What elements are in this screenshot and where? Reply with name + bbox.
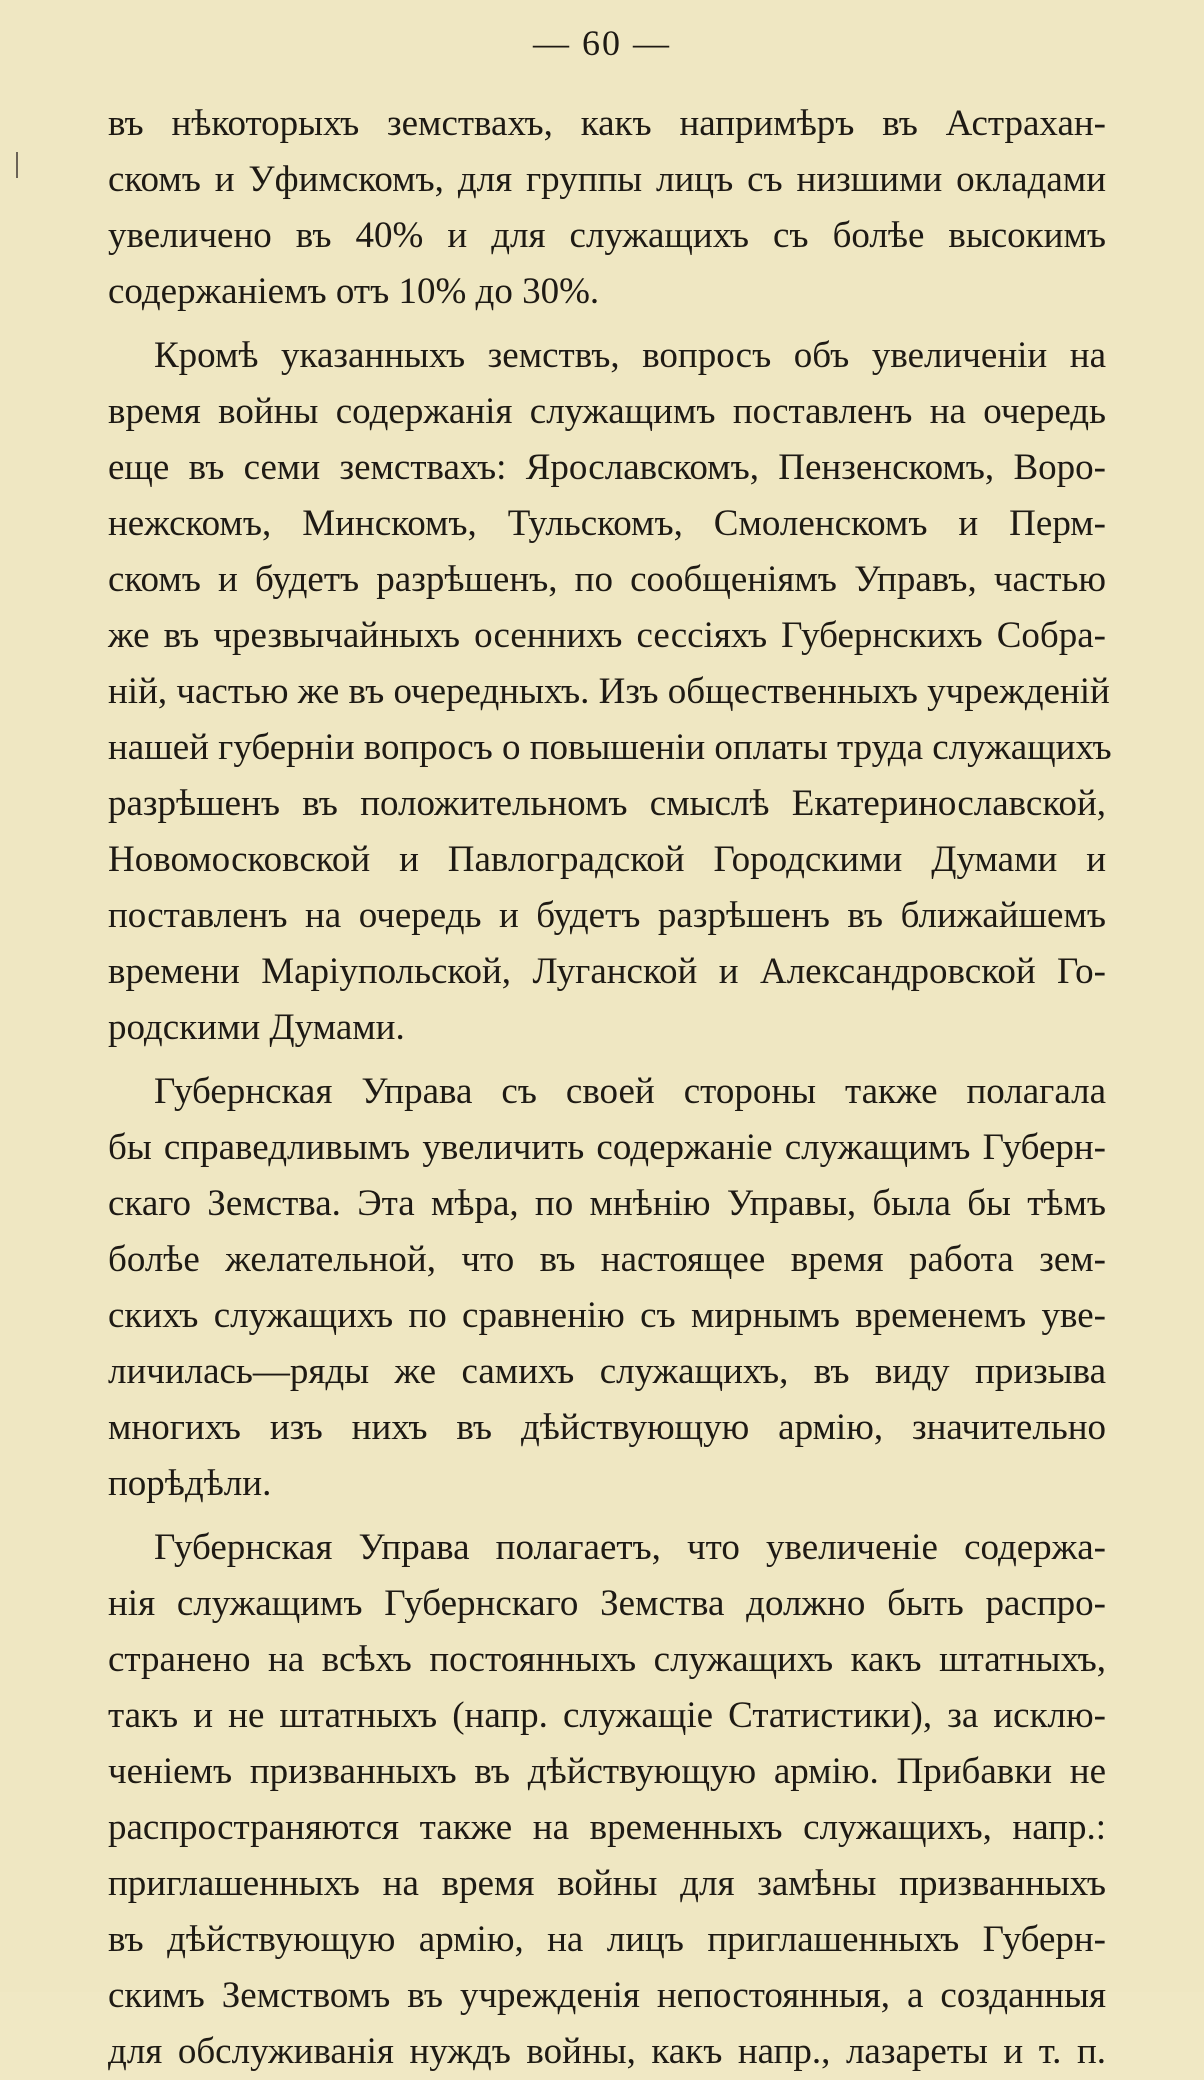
text-line: многихъ изъ нихъ въ дѣйствующую армію, значительно	[108, 1407, 1106, 1448]
text-line: еще въ семи земствахъ: Ярославскомъ, Пензенскомъ, Воро-	[108, 447, 1106, 488]
text-line: нія служащимъ Губернскаго Земства должно быть распро-	[108, 1583, 1106, 1624]
text-line: Губернская Управа полагаетъ, что увеличеніе содержа-	[154, 1527, 1106, 1568]
text-line: бы справедливымъ увеличить содержаніе служащимъ Губерн-	[108, 1127, 1106, 1168]
text-line: такъ и не штатныхъ (напр. служащіе Статистики), за исклю-	[108, 1695, 1106, 1736]
text-line: увеличено въ 40% и для служащихъ съ болѣе высокимъ	[108, 215, 1106, 256]
paragraph-2	[108, 328, 1112, 1056]
text-line: приглашенныхъ на время войны для замѣны призванныхъ	[108, 1863, 1106, 1904]
text-line: поставленъ на очередь и будетъ разрѣшенъ въ ближайшемъ	[108, 895, 1106, 936]
text-line: нашей губерніи вопросъ о повышеніи оплаты труда служащихъ	[108, 727, 1112, 768]
text-line: скомъ и Уфимскомъ, для группы лицъ съ низшими окладами	[108, 159, 1106, 200]
text-line: скаго Земства. Эта мѣра, по мнѣнію Управы, была бы тѣмъ	[108, 1183, 1106, 1224]
text-line: времени Маріупольской, Луганской и Александровской Го-	[108, 951, 1106, 992]
text-line: порѣдѣли.	[108, 1463, 272, 1504]
page-number: — 60 —	[533, 23, 671, 63]
text-line: Губернская Управа съ своей стороны также полагала	[154, 1071, 1106, 1112]
margin-pencil-mark	[16, 152, 18, 178]
text-line: Новомосковской и Павлоградской Городскими Думами и	[108, 839, 1106, 880]
text-line: распространяются также на временныхъ служащихъ, напр.:	[108, 1807, 1106, 1848]
text-line: разрѣшенъ въ положительномъ смыслѣ Екатеринославской,	[108, 783, 1106, 824]
text-line: въ нѣкоторыхъ земствахъ, какъ напримѣръ въ Астрахан-	[108, 103, 1106, 144]
text-line: для обслуживанія нуждъ войны, какъ напр., лазареты и т. п.	[108, 2031, 1106, 2072]
text-line: содержаніемъ отъ 10% до 30%.	[108, 271, 600, 312]
text-line: Кромѣ указанныхъ земствъ, вопросъ объ увеличеніи на	[154, 335, 1106, 376]
text-line: личилась—ряды же самихъ служащихъ, въ виду призыва	[108, 1351, 1106, 1392]
text-line: нежскомъ, Минскомъ, Тульскомъ, Смоленскомъ и Перм-	[108, 503, 1106, 544]
text-line: родскими Думами.	[108, 1007, 405, 1048]
paragraph-1	[108, 96, 1106, 320]
text-line: скомъ и будетъ разрѣшенъ, по сообщеніямъ Управъ, частью	[108, 559, 1106, 600]
text-line: скихъ служащихъ по сравненію съ мирнымъ временемъ уве-	[108, 1295, 1106, 1336]
text-line: болѣе желательной, что въ настоящее время работа зем-	[108, 1239, 1106, 1280]
paragraph-4	[108, 1520, 1106, 2080]
text-line: же въ чрезвычайныхъ осеннихъ сессіяхъ Губернскихъ Собра-	[108, 615, 1106, 656]
text-line: странено на всѣхъ постоянныхъ служащихъ какъ штатныхъ,	[108, 1639, 1106, 1680]
body-text	[108, 96, 1112, 2080]
text-line: скимъ Земствомъ въ учрежденія непостоянныя, а созданныя	[108, 1975, 1106, 2016]
text-line: время войны содержанія служащимъ поставленъ на очередь	[108, 391, 1106, 432]
text-line: ченіемъ призванныхъ въ дѣйствующую армію. Прибавки не	[108, 1751, 1106, 1792]
text-line: ній, частью же въ очередныхъ. Изъ общественныхъ учрежденій	[108, 671, 1110, 712]
text-line: въ дѣйствующую армію, на лицъ приглашенныхъ Губерн-	[108, 1919, 1106, 1960]
paragraph-3	[108, 1064, 1106, 1512]
